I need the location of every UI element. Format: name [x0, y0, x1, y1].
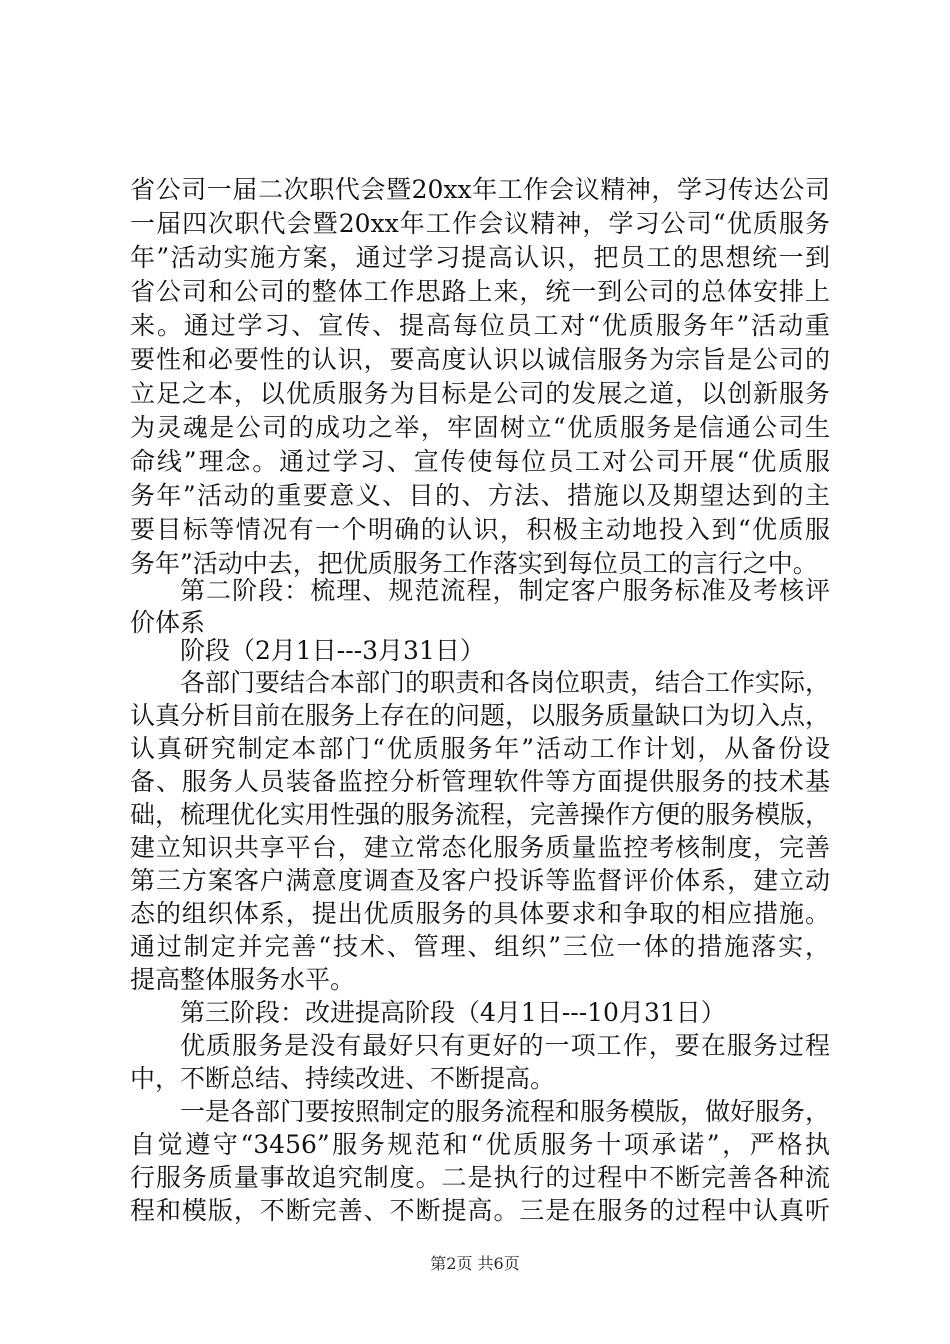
section-heading-line: 第二阶段：梳理、规范流程，制定客户服务标准及考核评 — [180, 576, 830, 605]
body-line: 各部门要结合本部门的职责和各岗位职责，结合工作实际， — [180, 668, 830, 697]
stage-date-line: 阶段（2月1日---3月31日） — [180, 636, 485, 665]
body-line: 来。通过学习、宣传、提高每位员工对“优质服务年”活动重 — [130, 311, 830, 340]
body-line: 务年”活动中去，把优质服务工作落实到每位员工的言行之中。 — [130, 549, 818, 578]
body-line: 务年”活动的重要意义、目的、方法、措施以及期望达到的主 — [130, 481, 830, 510]
body-line: 行服务质量事故追究制度。二是执行的过程中不断完善各种流 — [130, 1163, 830, 1192]
section-heading-line: 价体系 — [130, 608, 206, 637]
body-line: 通过制定并完善“技术、管理、组织”三位一体的措施落实， — [130, 932, 830, 961]
body-line: 要性和必要性的认识，要高度认识以诚信服务为宗旨是公司的 — [130, 345, 830, 374]
body-line: 态的组织体系，提出优质服务的具体要求和争取的相应措施。 — [130, 899, 830, 928]
body-line: 自觉遵守“3456”服务规范和“优质服务十项承诺”，严格执 — [130, 1130, 830, 1159]
body-line: 一是各部门要按照制定的服务流程和服务模版，做好服务， — [180, 1097, 830, 1126]
body-line: 备、服务人员装备监控分析管理软件等方面提供服务的技术基 — [130, 767, 830, 796]
body-line: 省公司和公司的整体工作思路上来，统一到公司的总体安排上 — [130, 277, 830, 306]
body-line: 提高整体服务水平。 — [130, 965, 356, 994]
body-line: 年”活动实施方案，通过学习提高认识，把员工的思想统一到 — [130, 243, 830, 272]
body-line: 建立知识共享平台，建立常态化服务质量监控考核制度，完善 — [130, 833, 830, 862]
page-footer: 第2页 共6页 — [430, 1254, 520, 1273]
body-line: 认真研究制定本部门“优质服务年”活动工作计划，从备份设 — [130, 734, 830, 763]
body-line: 立足之本，以优质服务为目标是公司的发展之道，以创新服务 — [130, 379, 830, 408]
body-line: 省公司一届二次职代会暨20xx年工作会议精神，学习传达公司 — [130, 175, 830, 204]
body-line: 第三方案客户满意度调查及客户投诉等监督评价体系，建立动 — [130, 866, 830, 895]
body-line: 认真分析目前在服务上存在的问题，以服务质量缺口为切入点， — [130, 701, 830, 730]
body-line: 础，梳理优化实用性强的服务流程，完善操作方便的服务模版， — [130, 800, 830, 829]
body-line: 中，不断总结、持续改进、不断提高。 — [130, 1064, 556, 1093]
body-line: 程和模版，不断完善、不断提高。三是在服务的过程中认真听 — [130, 1196, 830, 1225]
body-line: 要目标等情况有一个明确的认识，积极主动地投入到“优质服 — [130, 515, 830, 544]
body-line: 为灵魂是公司的成功之举，牢固树立“优质服务是信通公司生 — [130, 413, 830, 442]
body-line: 优质服务是没有最好只有更好的一项工作，要在服务过程 — [180, 1031, 830, 1060]
section-heading-line: 第三阶段：改进提高阶段（4月1日---10月31日） — [180, 998, 726, 1027]
body-line: 一届四次职代会暨20xx年工作会议精神，学习公司“优质服务 — [130, 209, 830, 238]
body-line: 命线”理念。通过学习、宣传使每位员工对公司开展“优质服 — [130, 447, 830, 476]
